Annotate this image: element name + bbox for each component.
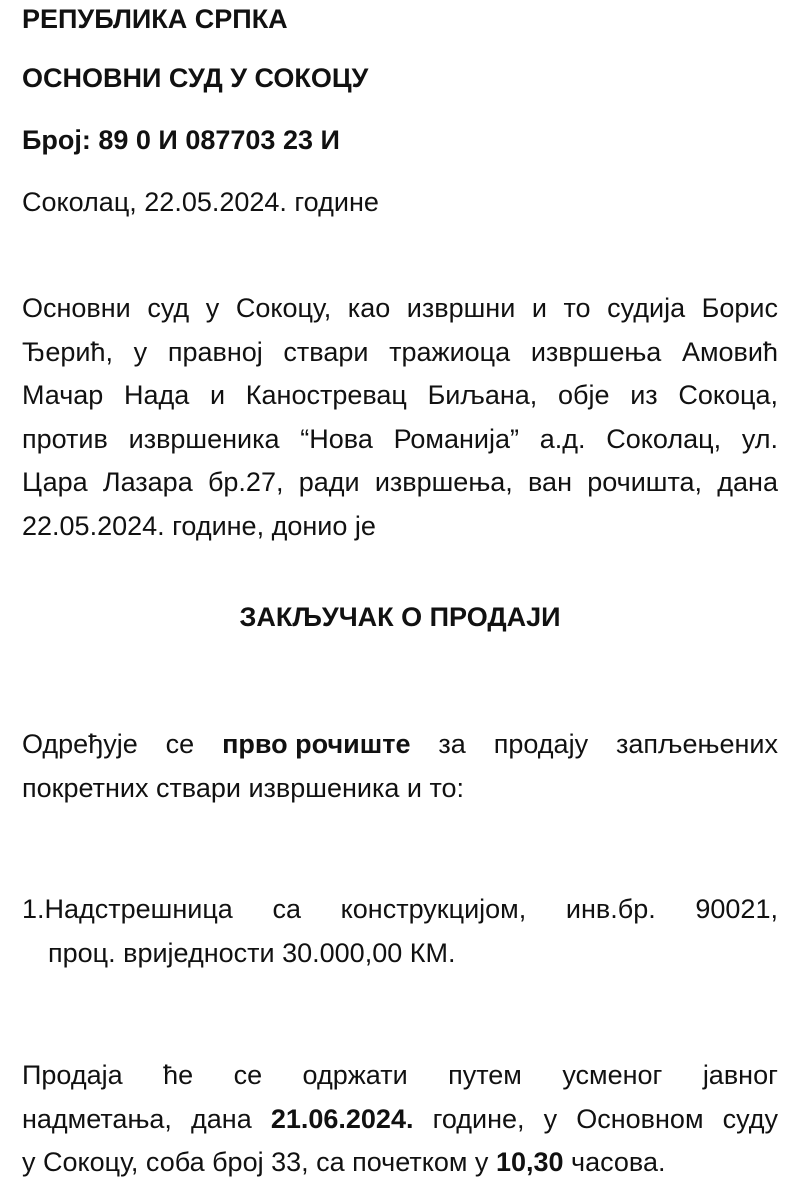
sale-time: 10,30: [495, 1147, 564, 1177]
order-paragraph: [22, 723, 778, 810]
sale-word: одржати: [302, 1060, 408, 1090]
sale-word: путем: [448, 1060, 522, 1090]
sale-word: ће: [163, 1060, 194, 1090]
intro-line: 22.05.2024. године, донио је: [22, 510, 376, 541]
order-line-1: [22, 723, 778, 767]
sale-paragraph: [22, 1054, 778, 1185]
sale-text: надметања, дана: [22, 1103, 271, 1134]
sale-line-3: [22, 1141, 778, 1185]
item-word: 1.Надстрешница: [22, 894, 233, 924]
sale-word: Продаја: [22, 1060, 123, 1090]
sale-word: се: [233, 1060, 263, 1090]
sale-text: у Сокоцу, соба број 33, са почетком у: [22, 1147, 496, 1177]
item-list: [22, 888, 778, 975]
order-line-2: покретних ствари извршеника и то:: [22, 772, 465, 803]
item-word: са: [272, 894, 302, 924]
sale-line-2: [22, 1098, 778, 1142]
sale-word: усменог: [562, 1060, 663, 1090]
item-word: 90021,: [695, 894, 778, 924]
order-word: Одређује: [22, 729, 138, 759]
sale-date: 21.06.2024.: [270, 1103, 414, 1134]
decision-title: ЗАКЉУЧАК О ПРОДАЈИ: [239, 602, 561, 632]
intro-paragraph: [22, 287, 778, 548]
sale-text: часова.: [563, 1147, 666, 1177]
intro-line: Цара Лазара бр.27, ради извршења, ван рочишта, дана: [22, 467, 778, 497]
court-heading: ОСНОВНИ СУД У СОКОЦУ: [22, 63, 369, 93]
intro-line: против извршеника “Нова Романија” а.д. Соколац, ул.: [22, 423, 778, 454]
order-word: запљењених: [616, 729, 778, 759]
republic-heading: РЕПУБЛИКА СРПКА: [22, 4, 288, 34]
order-word: се: [165, 729, 195, 759]
intro-line: Основни суд у Сокоцу, као извршни и то судија Борис: [22, 293, 778, 323]
place-date: Соколац, 22.05.2024. године: [22, 187, 379, 217]
order-word: продају: [493, 729, 589, 759]
intro-line: Ђерић, у правној ствари тражиоца извршења Амовић: [22, 336, 778, 367]
item-line-1: [22, 888, 778, 932]
sale-text: године, у Основном суду: [413, 1103, 778, 1134]
case-number: Број: 89 0 И 087703 23 И: [22, 125, 340, 155]
item-line-2: проц. вриједности 30.000,00 КМ.: [48, 937, 456, 968]
intro-line: Мачар Нада и Каностревац Биљана, обје из Сокоца,: [22, 380, 778, 410]
sale-line-1: [22, 1054, 778, 1098]
item-word: инв.бр.: [565, 894, 656, 924]
sale-word: јавног: [702, 1060, 778, 1090]
item-word: конструкцијом,: [340, 894, 527, 924]
first-hearing-emphasis: прво рочиште: [222, 729, 411, 759]
order-word: за: [438, 729, 466, 759]
